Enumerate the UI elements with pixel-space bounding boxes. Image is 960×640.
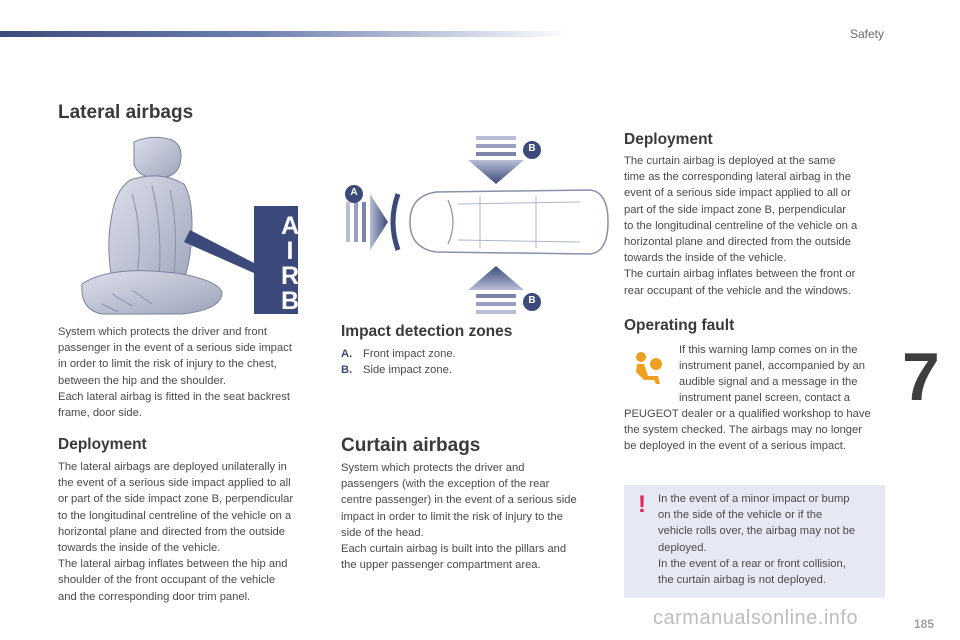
lateral-airbags-title: Lateral airbags bbox=[58, 102, 194, 123]
diagram-label-b-bottom: B bbox=[528, 295, 536, 306]
chapter-number: 7 bbox=[902, 339, 940, 415]
watermark: carmanualsonline.info bbox=[653, 607, 859, 629]
lateral-deployment-text: The lateral airbags are deployed unilaterally in the event of a serious side impact applied to all or part of the side impact zone B, perpendicular to the longitudinal centreline of the vehicle on a horizontal plane and directed from the outside towards the inside of the vehicle. The lateral airbag inflates between the hip and shoulder of the front occupant of the vehicle and the corresponding door trim panel. bbox=[58, 461, 294, 603]
airbag-label: AIRBAG bbox=[276, 212, 304, 362]
impact-zones-diagram bbox=[340, 130, 610, 320]
curtain-airbags-title: Curtain airbags bbox=[341, 435, 481, 456]
side-impact-arrow-bottom bbox=[468, 266, 524, 314]
impact-zones-title: Impact detection zones bbox=[341, 323, 513, 340]
lateral-intro-text: System which protects the driver and front passenger in the event of a serious side impact in order to limit the risk of injury to the chest, between the hip and the shoulder. Each lateral airbag is fitted in the seat backrest frame, door side. bbox=[58, 326, 292, 420]
curtain-deployment-title: Deployment bbox=[624, 131, 713, 148]
section-title: Safety bbox=[849, 27, 884, 41]
zone-item-b: B. Side impact zone. bbox=[341, 364, 452, 376]
warning-note bbox=[624, 485, 885, 598]
curtain-deployment-text: The curtain airbag is deployed at the same time as the corresponding lateral airbag in the event of a serious side impact applied to all or part of the side impact zone B, perpendicular to the longitudinal centreline of the vehicle on a horizontal plane and directed from the outside towards the inside of the vehicle. The curtain airbag inflates between the front or rear occupant of the vehicle and the windows. bbox=[624, 155, 858, 297]
header-bar bbox=[0, 31, 570, 37]
airbag-warning-lamp-icon bbox=[630, 350, 666, 390]
zone-item-a: A. Front impact zone. bbox=[341, 348, 456, 360]
fault-text-indented: If this warning lamp comes on in the instrument panel, accompanied by an audible signal and a message in the instrument panel screen, contact a bbox=[679, 344, 865, 404]
operating-fault-title: Operating fault bbox=[624, 317, 735, 334]
curtain-text: System which protects the driver and passengers (with the exception of the rear centre passenger) in the event of a serious side impact in order to limit the risk of injury to the side of the head. Each curtain airbag is built into the pillars and the upper passenger compartment area. bbox=[341, 462, 577, 572]
diagram-label-a: A bbox=[350, 187, 358, 198]
lateral-deployment-title: Deployment bbox=[58, 436, 147, 453]
page-number: 185 bbox=[914, 617, 935, 631]
exclamation-icon: ! bbox=[638, 491, 646, 518]
diagram-label-b-top: B bbox=[528, 143, 536, 154]
fault-text: PEUGEOT dealer or a qualified workshop to have the system checked. The airbags may no longer be deployed in the event of a serious impact. bbox=[624, 408, 871, 452]
side-impact-arrow-top bbox=[468, 136, 524, 184]
warning-note-text: In the event of a minor impact or bump on the side of the vehicle or if the vehicle rolls over, the airbag may not be deployed. In the event of a rear or front collision, the curtain airbag is not deployed. bbox=[658, 493, 856, 587]
